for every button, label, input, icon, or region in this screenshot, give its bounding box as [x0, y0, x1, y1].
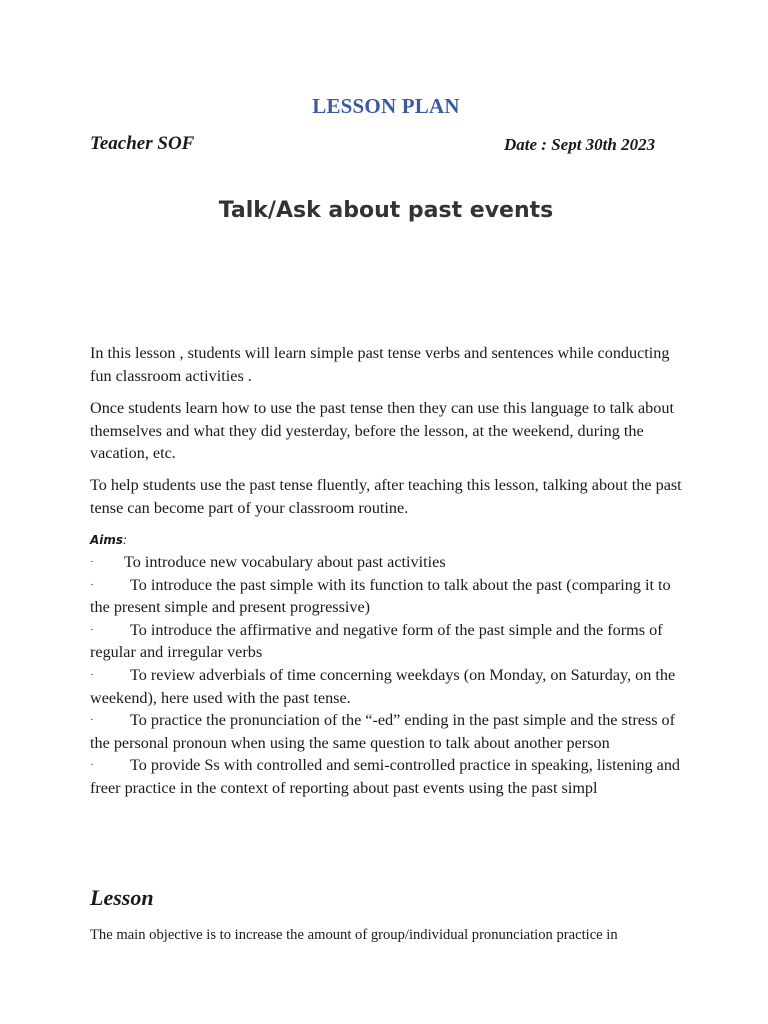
- intro-paragraph: Once students learn how to use the past tense then they can use this language to talk about themselves and what they did yesterday, before the lesson, at the weekend, during the vacation, etc.: [90, 399, 674, 462]
- lesson-topic-title: Talk/Ask about past events: [218, 198, 554, 223]
- aim-item: · To introduce new vocabulary about past activities: [90, 551, 690, 574]
- lesson-date: Date : Sept 30th 2023: [504, 135, 656, 154]
- aim-item: · To practice the pronunciation of the “-ed” ending in the past simple and the stress of the personal pronoun when using the same question to talk about another person: [90, 711, 676, 752]
- lesson-paragraph: The main objective is to increase the amount of group/individual pronunciation practice in: [90, 927, 618, 943]
- bullet-icon: ·: [90, 714, 94, 727]
- bullet-icon: ·: [90, 759, 94, 772]
- aim-item: · To introduce the past simple with its function to talk about the past (comparing it to the present simple and present progressive): [90, 575, 671, 617]
- teacher-name: Teacher SOF: [90, 133, 195, 154]
- lesson-heading: Lesson: [90, 885, 154, 910]
- intro-paragraph: To help students use the past tense fluently, after teaching this lesson, talking about the past tense can become part of your classroom routine.: [90, 476, 682, 517]
- bullet-icon: ·: [90, 668, 94, 681]
- aim-item: · To introduce the affirmative and negative form of the past simple and the forms of regular and irregular verbs: [90, 620, 663, 662]
- document-title: LESSON PLAN: [312, 94, 460, 118]
- bullet-icon: ·: [90, 556, 94, 568]
- aims-label: Aims:: [90, 533, 128, 547]
- bullet-icon: ·: [90, 623, 94, 636]
- aim-item: · To review adverbials of time concerning weekdays (on Monday, on Saturday, on the weekend), here used with the past tense.: [90, 665, 676, 707]
- aim-item: · To provide Ss with controlled and semi-controlled practice in speaking, listening and freer practice in the context of reporting about past events using the past simpl: [90, 756, 681, 797]
- bullet-icon: ·: [90, 578, 94, 591]
- aims-list: [90, 551, 690, 800]
- intro-paragraph: In this lesson , students will learn simple past tense verbs and sentences while conducting fun classroom activities .: [90, 344, 670, 385]
